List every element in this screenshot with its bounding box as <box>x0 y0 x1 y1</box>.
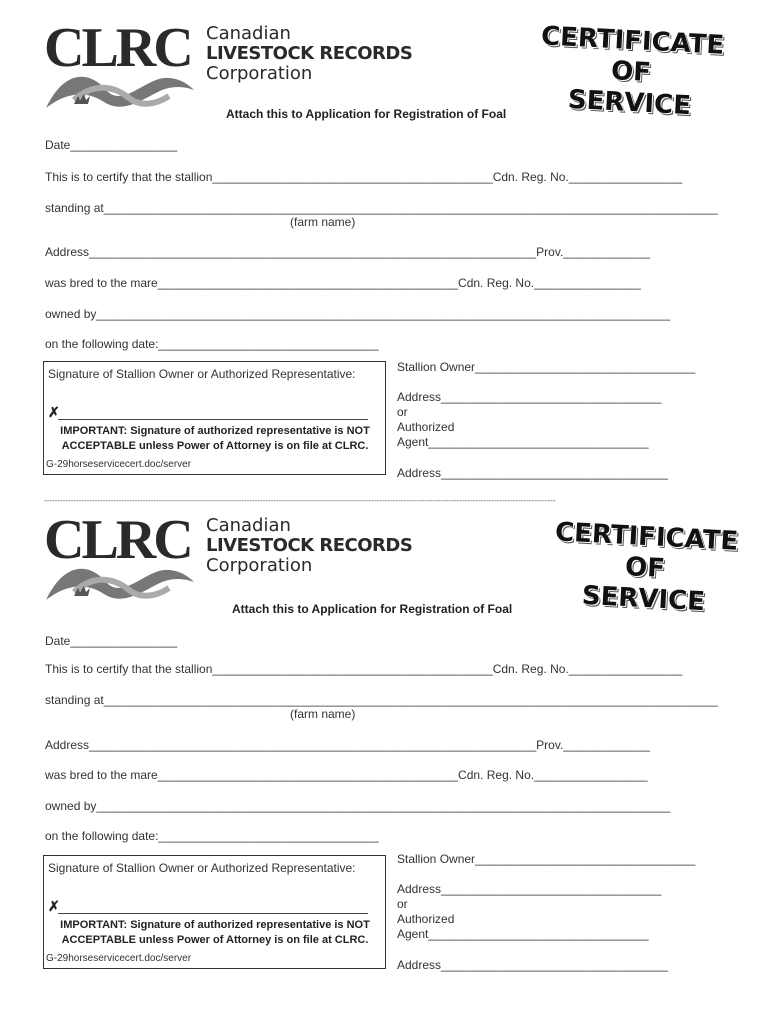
signature-x-icon: ✗ <box>48 404 60 420</box>
date-field[interactable]: Date________________ <box>45 634 178 648</box>
agent-field[interactable]: Agent_________________________________ <box>397 435 649 449</box>
stallion-field[interactable]: This is to certify that the stallion__________________________________________Cdn. Reg. No._________________ <box>45 170 683 184</box>
org-line-2: LIVESTOCK RECORDS <box>206 43 413 64</box>
or-label: or <box>397 405 408 419</box>
important-line-2: ACCEPTABLE unless Power of Attorney is on file at CLRC. <box>61 440 369 452</box>
title-line-1: CERTIFICATE <box>554 517 739 557</box>
attach-note: Attach this to Application for Registration of Foal <box>232 602 513 616</box>
clrc-logo <box>44 17 196 116</box>
logo-mark-text: CLRC <box>44 17 191 79</box>
title-line-3: SERVICE <box>581 580 706 618</box>
following-date-field[interactable]: on the following date:_________________________________ <box>45 337 379 351</box>
file-code: G-29horseservicecert.doc/server <box>46 459 192 470</box>
signature-x-icon: ✗ <box>48 898 60 914</box>
farm-name-caption: (farm name) <box>290 215 356 229</box>
certificate-copy-1 <box>0 18 770 512</box>
following-date-field[interactable]: on the following date:_________________________________ <box>45 829 379 843</box>
certificate-title <box>536 21 727 124</box>
signature-label: Signature of Stallion Owner or Authorized Representative: <box>48 861 356 875</box>
cut-line-separator: ------------------------------------------------------------------------------------------------------------------------------------------------------------------------------------------------ <box>44 496 556 505</box>
title-line-1: CERTIFICATE <box>540 21 725 61</box>
org-line-3: Corporation <box>206 63 313 84</box>
important-note <box>48 424 382 454</box>
agent-address-field[interactable]: Address__________________________________ <box>397 466 668 480</box>
mare-field[interactable]: was bred to the mare_____________________________________________Cdn. Reg. No._________________ <box>45 768 648 782</box>
certificate-title <box>550 517 741 620</box>
organization-name <box>206 24 412 84</box>
stallion-field[interactable]: This is to certify that the stallion__________________________________________Cdn. Reg. No._________________ <box>45 662 683 676</box>
agent-address-field[interactable]: Address__________________________________ <box>397 958 668 972</box>
address-field[interactable]: Address___________________________________________________________________Prov._____________ <box>45 245 651 259</box>
stallion-owner-field[interactable]: Stallion Owner_________________________________ <box>397 852 696 866</box>
org-line-1: Canadian <box>206 515 291 536</box>
important-line-1: IMPORTANT: Signature of authorized representative is NOT <box>60 919 370 931</box>
standing-at-field[interactable]: standing at____________________________________________________________________________________________ <box>45 693 718 707</box>
farm-name-caption: (farm name) <box>290 707 356 721</box>
signature-box <box>43 855 386 969</box>
organization-name <box>206 516 412 576</box>
important-line-1: IMPORTANT: Signature of authorized representative is NOT <box>60 425 370 437</box>
stallion-owner-field[interactable]: Stallion Owner_________________________________ <box>397 360 696 374</box>
date-field[interactable]: Date________________ <box>45 138 178 152</box>
standing-at-field[interactable]: standing at____________________________________________________________________________________________ <box>45 201 718 215</box>
file-code: G-29horseservicecert.doc/server <box>46 953 192 964</box>
authorized-label: Authorized <box>397 912 455 926</box>
address-field[interactable]: Address___________________________________________________________________Prov._____________ <box>45 738 651 752</box>
title-line-2: OF <box>610 55 652 89</box>
clrc-logo <box>44 509 196 608</box>
important-note <box>48 918 382 948</box>
org-line-1: Canadian <box>206 23 291 44</box>
org-line-2: LIVESTOCK RECORDS <box>206 535 413 556</box>
important-line-2: ACCEPTABLE unless Power of Attorney is on file at CLRC. <box>61 934 369 946</box>
agent-field[interactable]: Agent_________________________________ <box>397 927 649 941</box>
logo-swoosh-icon <box>44 512 196 608</box>
owner-address-field[interactable]: Address_________________________________ <box>397 882 662 896</box>
title-line-3: SERVICE <box>567 84 692 122</box>
owner-address-field[interactable]: Address_________________________________ <box>397 390 662 404</box>
owned-by-field[interactable]: owned by______________________________________________________________________________________ <box>45 307 671 321</box>
certificate-copy-2 <box>0 510 770 1004</box>
attach-note: Attach this to Application for Registration of Foal <box>226 107 507 121</box>
org-line-3: Corporation <box>206 555 313 576</box>
or-label: or <box>397 897 408 911</box>
logo-swoosh-icon <box>44 20 196 116</box>
signature-label: Signature of Stallion Owner or Authorized Representative: <box>48 367 356 381</box>
logo-mark-text: CLRC <box>44 509 191 571</box>
authorized-label: Authorized <box>397 420 455 434</box>
signature-line[interactable] <box>58 419 368 420</box>
mare-field[interactable]: was bred to the mare_____________________________________________Cdn. Reg. No.________________ <box>45 276 641 290</box>
title-line-2: OF <box>624 551 666 585</box>
owned-by-field[interactable]: owned by______________________________________________________________________________________ <box>45 799 671 813</box>
signature-line[interactable] <box>58 913 368 914</box>
signature-box <box>43 361 386 475</box>
